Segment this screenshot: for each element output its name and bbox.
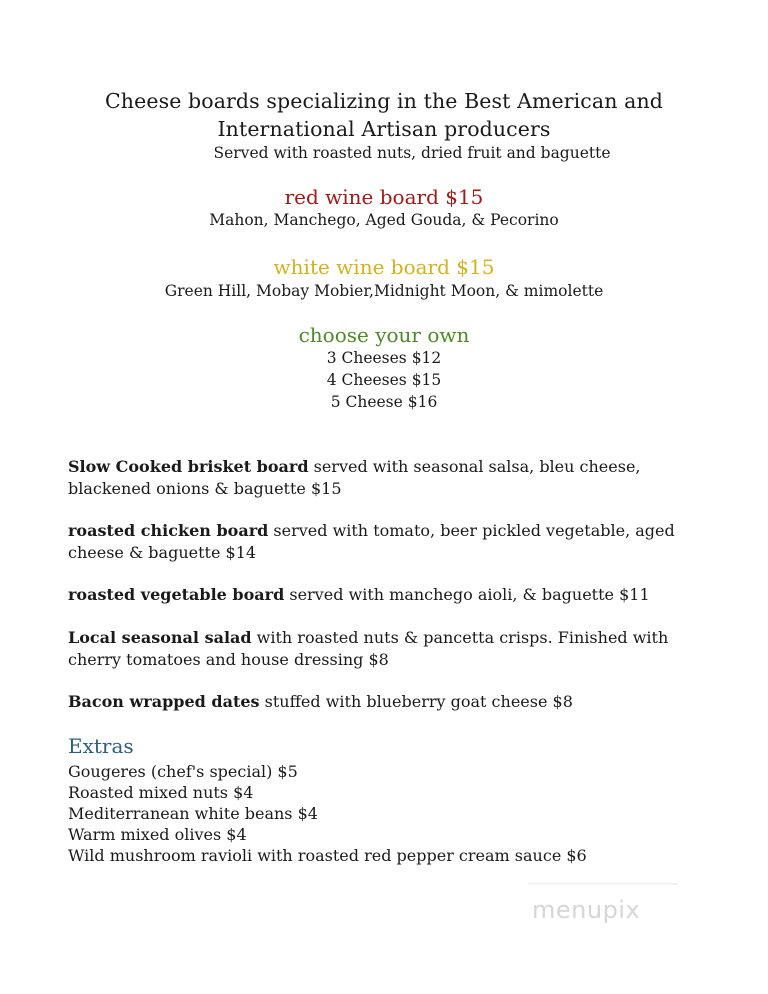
choose-your-own-title: choose your own: [298, 323, 470, 347]
red-wine-board-title: red wine board $15: [284, 185, 484, 209]
extras-item: Roasted mixed nuts $4: [68, 783, 254, 802]
menu-item-name: roasted chicken board: [68, 521, 269, 540]
menu-item-name: Bacon wrapped dates: [68, 692, 260, 711]
menu-item-name: roasted vegetable board: [68, 585, 285, 604]
menu-item-desc: served with seasonal salsa, bleu cheese,: [308, 457, 641, 476]
extras-item: Gougeres (chef's special) $5: [68, 762, 298, 781]
menu-item-name: Local seasonal salad: [68, 628, 252, 647]
watermark-decoration: [528, 880, 678, 888]
menu-item-dates: [68, 691, 728, 713]
red-wine-board-cheeses: Mahon, Manchego, Aged Gouda, & Pecorino: [209, 211, 559, 229]
white-wine-board-cheeses: Green Hill, Mobay Mobier,Midnight Moon, & mimolette: [164, 282, 604, 300]
choose-option-3: 3 Cheeses $12: [326, 349, 442, 367]
menu-item-vegetable: [68, 584, 728, 606]
menu-item-desc-cont: blackened onions & baguette $15: [68, 479, 342, 498]
extras-item: Wild mushroom ravioli with roasted red pepper cream sauce $6: [68, 846, 587, 865]
menu-item-desc: served with manchego aioli, & baguette $11: [284, 585, 650, 604]
menu-item-brisket: [68, 456, 728, 500]
menu-item-name: Slow Cooked brisket board: [68, 457, 309, 476]
extras-heading: Extras: [68, 734, 134, 758]
menu-item-desc-cont: cheese & baguette $14: [68, 543, 257, 562]
extras-list: [68, 761, 587, 866]
choose-option-5: 5 Cheese $16: [330, 393, 438, 411]
menu-item-desc: with roasted nuts & pancetta crisps. Finished with: [251, 628, 669, 647]
extras-item: Mediterranean white beans $4: [68, 804, 318, 823]
served-with-note: Served with roasted nuts, dried fruit and baguette: [213, 144, 611, 162]
choose-option-4: 4 Cheeses $15: [326, 371, 442, 389]
menu-item-desc-cont: cherry tomatoes and house dressing $8: [68, 650, 389, 669]
extras-item: Warm mixed olives $4: [68, 825, 247, 844]
menu-item-chicken: [68, 520, 728, 564]
menu-heading-line-2: International Artisan producers: [217, 117, 551, 141]
menu-item-salad: [68, 627, 728, 671]
menu-item-desc: served with tomato, beer pickled vegetable, aged: [268, 521, 675, 540]
white-wine-board-title: white wine board $15: [273, 255, 495, 279]
menu-item-desc: stuffed with blueberry goat cheese $8: [259, 692, 573, 711]
menu-heading-line-1: Cheese boards specializing in the Best American and: [105, 89, 663, 113]
menupix-watermark: menupix: [532, 896, 641, 924]
